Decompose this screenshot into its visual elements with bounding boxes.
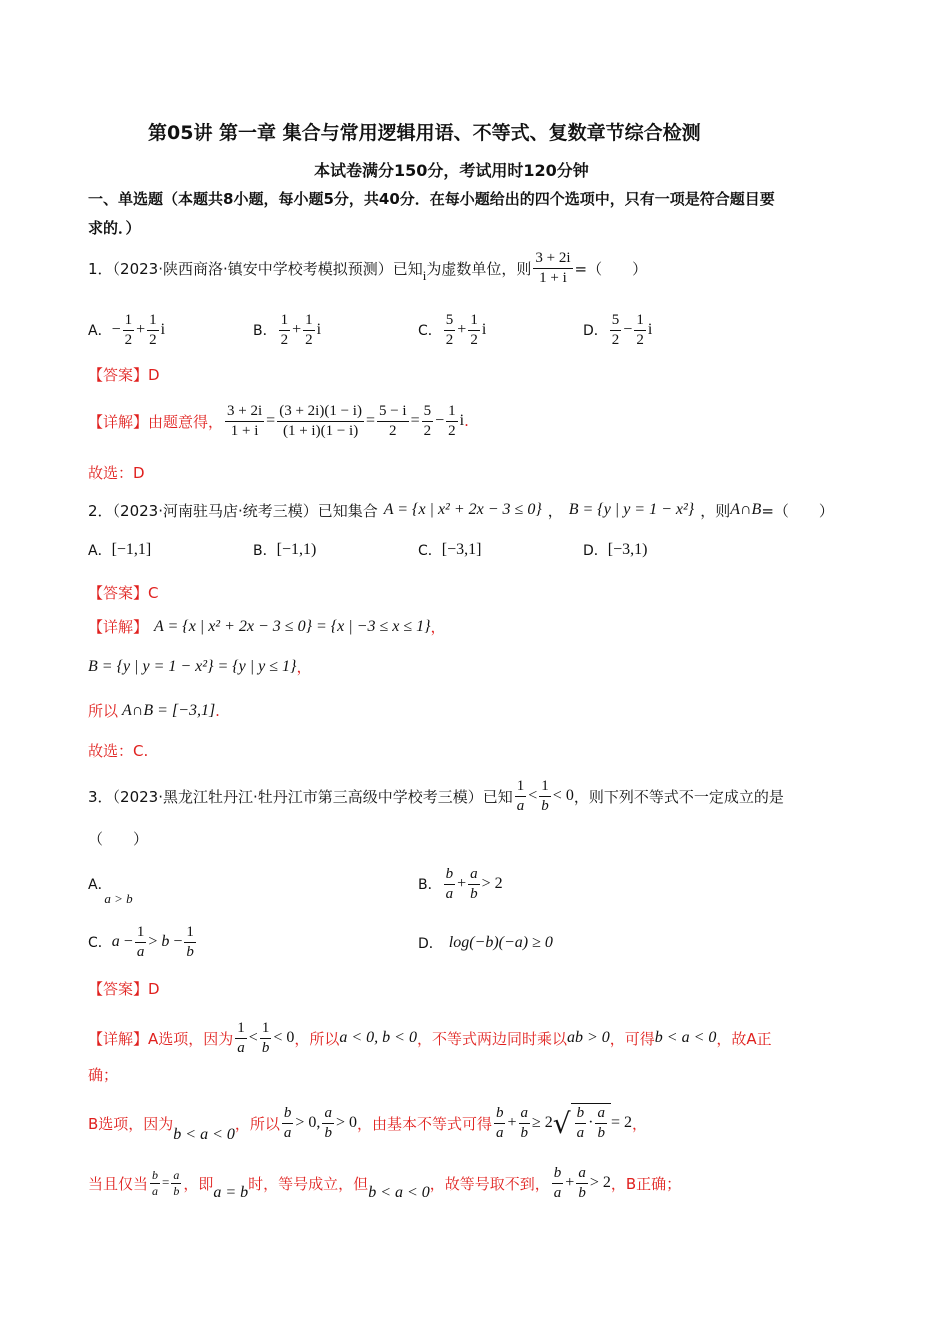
q3-d1-h: ，故A正 xyxy=(716,1029,772,1048)
q3-answer: 【答案】D xyxy=(88,980,160,998)
q1-stem-text: 1．（2023·陕西商洛·镇安中学校考模拟预测）已知 xyxy=(88,259,423,278)
q1-fraction: $\frac{3 + 2i}{1 + i}$ xyxy=(535,249,571,286)
q2-stem-text: 2．（2023·河南驻马店·统考三模）已知集合 xyxy=(88,501,378,520)
q3-stem-text: 3．（2023·黑龙江牡丹江·牡丹江市第三高级中学校考三模）已知 xyxy=(88,787,513,806)
q2-option-a-label: A． xyxy=(88,543,112,559)
question-2-stem: 2．（2023·河南驻马店·统考三模）已知集合 A = {x | x² + 2x − 3 ≤ 0} ， B = {y | y = 1 − x²} ，则 A∩B =（ ） xyxy=(88,501,834,520)
q2-set-a: A = {x | x² + 2x − 3 ≤ 0} xyxy=(383,501,542,518)
q1-stem-end: =（ ） xyxy=(574,259,648,278)
q3-d3-math1: $\frac{b}{a}$ = $\frac{a}{b}$ xyxy=(152,1167,180,1198)
q2-detail-line3: 所以 A∩B = [−3,1] . xyxy=(88,701,220,720)
q3-d2-math2: $\frac{b}{a}$ + $\frac{a}{b}$ ≥ 2√ $\frac{b}{a}$ · $\frac{a}{b}$ = 2 xyxy=(495,1105,632,1141)
q3-d1-d: ，不等式两边同时乘以 xyxy=(416,1029,567,1048)
q1-option-a[interactable] xyxy=(88,308,165,352)
q3-d3-e: b < a < 0 xyxy=(368,1184,430,1201)
q3-option-d[interactable] xyxy=(418,928,553,958)
q3-d2-math1: $\frac{b}{a}$ > 0, $\frac{a}{b}$ > 0 xyxy=(283,1104,357,1141)
q2-option-c-value: [−3,1] xyxy=(441,541,482,558)
q3-d3-b: ，即 xyxy=(183,1174,214,1193)
q1-answer: 【答案】D xyxy=(88,366,160,384)
q1-option-b-math: $\frac{1}{2}$ + $\frac{1}{2}$ i xyxy=(280,311,322,348)
q2-option-b-value: [−1,1) xyxy=(276,541,317,558)
q1-option-c-label: C． xyxy=(418,323,442,339)
q3-d1-condition: $\frac{1}{a}$ < $\frac{1}{b}$ < 0 xyxy=(237,1019,295,1056)
q1-option-c[interactable] xyxy=(418,308,486,352)
q1-detail: 【详解】 由题意得， $\frac{3 + 2i}{1 + i}$ = $\frac{(3 + 2i)(1 - i)}{(1 + i)(1 - i)}$ = $\frac{5 - i}{2}$ = $\frac{5}{2}$ − $\frac{1}{2}$ i . xyxy=(88,402,469,439)
q2-option-b[interactable] xyxy=(253,540,316,560)
q2-answer: 【答案】C xyxy=(88,584,159,602)
q3-option-d-label: D． xyxy=(418,936,443,952)
q1-option-c-math: $\frac{5}{2}$ + $\frac{1}{2}$ i xyxy=(445,311,487,348)
q3-d2-e: ， xyxy=(632,1114,648,1133)
q1-detail-math: $\frac{3 + 2i}{1 + i}$ = $\frac{(3 + 2i)(1 - i)}{(1 + i)(1 - i)}$ = $\frac{5 - i}{2}$ = $\frac{5}{2}$ − $\frac{1}{2}$ i xyxy=(227,402,465,439)
q2-option-a[interactable] xyxy=(88,540,151,560)
q3-detail-line1-cont: 确； xyxy=(88,1066,119,1084)
q3-d1-a: A选项，因为 xyxy=(148,1029,234,1048)
q2-detail-2: B = {y | y = 1 − x²} = {y | y ≤ 1} xyxy=(88,657,297,675)
q3-option-c[interactable] xyxy=(88,920,198,964)
q2-option-b-label: B． xyxy=(253,543,277,559)
q1-option-d-math: $\frac{5}{2}$ − $\frac{1}{2}$ i xyxy=(611,311,653,348)
question-1-stem xyxy=(88,246,647,290)
q2-stem-text-2: ，则 xyxy=(700,501,731,520)
section-heading-line2: 求的．） xyxy=(88,219,141,237)
q2-detail-line2: B = {y | y = 1 − x²} = {y | y ≤ 1} ， xyxy=(88,657,312,676)
q3-option-a-label: A． xyxy=(88,877,112,893)
q1-option-b[interactable] xyxy=(253,308,321,352)
q2-option-d-label: D． xyxy=(583,543,608,559)
q3-d3-c: a = b xyxy=(213,1184,249,1201)
q3-d1-b: ，所以 xyxy=(294,1029,340,1048)
q3-d3-f: ，故等号取不到， xyxy=(429,1174,550,1193)
q3-d3-math2: $\frac{b}{a}$ + $\frac{a}{b}$ > 2 xyxy=(553,1164,611,1201)
q2-detail-label: 【详解】 xyxy=(88,618,149,636)
q3-option-a-value: a > b xyxy=(104,891,133,906)
q3-stem-text-2: ，则下列不等式不一定成立的是 xyxy=(573,787,784,806)
q2-option-d[interactable] xyxy=(583,540,647,560)
q2-set-b: B = {y | y = 1 − x²} xyxy=(568,501,695,518)
q2-detail-line1: 【详解】 A = {x | x² + 2x − 3 ≤ 0} = {x | −3 ≤ x ≤ 1} ， xyxy=(88,617,446,636)
q1-option-a-label: A． xyxy=(88,323,112,339)
q3-d1-g: b < a < 0 xyxy=(654,1029,717,1046)
q2-stem-end: =（ ） xyxy=(761,501,834,520)
q3-d1-e: ab > 0 xyxy=(566,1029,610,1046)
q1-detail-label: 【详解】 xyxy=(88,412,149,431)
q1-option-d[interactable] xyxy=(583,308,652,352)
q3-detail-line2 xyxy=(88,1098,647,1148)
q2-option-a-value: [−1,1] xyxy=(111,541,152,558)
q1-stem-text-2: 为虚数单位，则 xyxy=(426,259,532,278)
section-heading-line1: 一、单选题（本题共8小题，每小题5分，共40分．在每小题给出的四个选项中，只有一项是符合题目要 xyxy=(88,190,775,208)
q3-option-c-label: C． xyxy=(88,935,112,951)
q3-d3-a: 当且仅当 xyxy=(88,1174,149,1193)
q1-conclusion: 故选：D xyxy=(88,464,145,482)
q3-option-c-math: a − $\frac{1}{a}$ > b − $\frac{1}{b}$ xyxy=(111,923,194,960)
q2-detail-1: A = {x | x² + 2x − 3 ≤ 0} = {x | −3 ≤ x ≤ 1} xyxy=(154,617,431,635)
q2-conclusion: 故选：C. xyxy=(88,742,149,760)
q3-d2-a: B选项，因为 xyxy=(88,1114,174,1133)
q1-i-symbol: i xyxy=(422,268,427,283)
question-3-stem xyxy=(88,774,784,818)
q3-d2-d: ，由基本不等式可得 xyxy=(356,1114,492,1133)
q3-option-a[interactable] xyxy=(88,874,145,904)
q3-d2-b: b < a < 0 xyxy=(173,1126,235,1143)
q3-stem-paren: （ ） xyxy=(88,830,149,848)
q3-d3-d: 时，等号成立，但 xyxy=(248,1174,369,1193)
q3-detail-label: 【详解】 xyxy=(88,1029,149,1048)
q1-option-b-label: B． xyxy=(253,323,277,339)
q2-option-d-value: [−3,1) xyxy=(607,541,648,558)
q2-option-c[interactable] xyxy=(418,540,481,560)
q2-detail-3-prefix: 所以 xyxy=(88,702,119,720)
q2-detail-3: A∩B = [−3,1] xyxy=(122,701,216,719)
q3-detail-line1 xyxy=(88,1016,772,1060)
q3-d1-c: a < 0, b < 0 xyxy=(339,1029,417,1046)
q3-option-b-math: $\frac{b}{a}$ + $\frac{a}{b}$ > 2 xyxy=(445,865,503,902)
q3-option-b[interactable] xyxy=(418,862,503,906)
q3-option-b-label: B． xyxy=(418,877,442,893)
q1-option-a-math: − $\frac{1}{2}$ + $\frac{1}{2}$ i xyxy=(111,311,166,348)
q3-option-d-value: log(−b)(−a) ≥ 0 xyxy=(448,934,553,951)
q2-intersection: A∩B xyxy=(730,501,762,518)
q2-option-c-label: C． xyxy=(418,543,442,559)
q3-d1-f: ，可得 xyxy=(609,1029,655,1048)
q3-d3-g: ，B正确； xyxy=(610,1174,682,1193)
q1-detail-text: 由题意得， xyxy=(148,412,224,431)
q1-option-d-label: D． xyxy=(583,323,608,339)
q3-detail-line3 xyxy=(88,1160,681,1206)
page-title: 第05讲 第一章 集合与常用逻辑用语、不等式、复数章节综合检测 xyxy=(148,122,701,144)
q3-stem-condition: $\frac{1}{a}$ < $\frac{1}{b}$ < 0 xyxy=(516,777,574,814)
page-subtitle: 本试卷满分150分，考试用时120分钟 xyxy=(314,161,589,180)
q3-d2-c: ，所以 xyxy=(234,1114,280,1133)
